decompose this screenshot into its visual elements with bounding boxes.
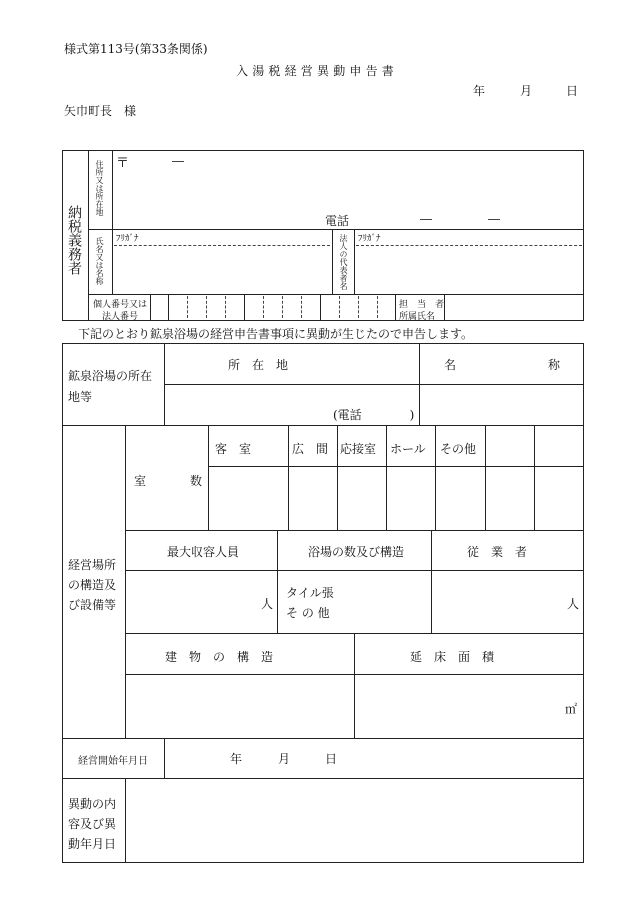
baths-header: 浴場の数及び構造	[308, 545, 405, 559]
id-digit-divider	[339, 296, 340, 318]
border-line	[431, 530, 432, 633]
id-digit-divider	[377, 296, 378, 318]
id-digit-divider	[206, 296, 207, 318]
change-label: 動年月日	[68, 837, 117, 851]
phone-dash: ―	[420, 212, 432, 226]
furigana-divider	[114, 245, 330, 246]
border-line	[62, 150, 584, 151]
start-date-label: 経営開始年月日	[78, 756, 148, 767]
name-label: 氏名又は名称	[95, 237, 104, 285]
id-digit-divider	[301, 296, 302, 318]
border-line	[435, 425, 436, 530]
spa-phone-label: (電話 )	[333, 408, 415, 422]
postal-dash: ―	[172, 154, 184, 168]
room-type-reception: 応接室	[340, 442, 377, 456]
phone-label: 電話	[325, 214, 350, 228]
start-month-label: 月	[278, 752, 291, 766]
id-digit-divider	[282, 296, 283, 318]
room-type-guest: 客 室	[215, 442, 252, 456]
facility-label: 経営場所	[68, 558, 117, 572]
person-unit: 人	[261, 597, 274, 611]
border-line	[62, 320, 584, 321]
taxpayer-section-label: 納税義務者	[66, 205, 82, 275]
border-line	[125, 530, 584, 531]
border-line	[150, 294, 151, 320]
border-line	[386, 425, 387, 530]
border-line	[164, 738, 165, 778]
id-number-label: 法人番号	[102, 312, 139, 322]
room-type-hall: 広 間	[292, 442, 329, 456]
border-line	[332, 229, 333, 294]
border-line	[88, 294, 584, 295]
furigana-label: ﾌﾘｶﾞﾅ	[116, 234, 139, 244]
border-line	[485, 425, 486, 530]
border-line	[62, 738, 584, 739]
border-line	[62, 778, 584, 779]
border-line	[62, 425, 584, 426]
rooms-label: 数	[190, 474, 203, 488]
date-day-label: 日	[566, 84, 579, 98]
address-header: 所 在 地	[228, 358, 289, 372]
other-structure-label: そ の 他	[286, 606, 330, 620]
id-number-label: 個人番号又は	[93, 300, 148, 310]
border-line	[354, 229, 355, 294]
border-line	[62, 862, 584, 863]
spa-location-label: 鉱泉浴場の所在	[68, 369, 153, 383]
border-line	[62, 343, 63, 863]
start-year-label: 年	[230, 752, 243, 766]
name-header: 称	[548, 358, 561, 372]
tile-label: タイル張	[286, 586, 334, 600]
form-number: 様式第113号(第33条関係)	[64, 42, 208, 56]
date-month-label: 月	[520, 84, 533, 98]
staff-label: 担 当 者	[399, 300, 445, 310]
area-unit: ㎡	[565, 702, 578, 716]
border-line	[62, 343, 584, 344]
room-type-large-hall: ホール	[390, 442, 426, 456]
border-line	[164, 384, 584, 385]
border-line	[88, 229, 584, 230]
border-line	[125, 570, 584, 571]
border-line	[125, 425, 126, 738]
building-header: 建 物 の 構 造	[165, 650, 274, 664]
facility-label: び設備等	[68, 598, 117, 612]
border-line	[208, 466, 584, 467]
id-digit-divider	[358, 296, 359, 318]
representative-label: 法人の代表者名	[339, 234, 348, 290]
phone-dash: ―	[488, 212, 500, 226]
border-line	[62, 150, 63, 320]
id-digit-divider	[187, 296, 188, 318]
border-line	[112, 150, 113, 295]
id-digit-divider	[225, 296, 226, 318]
rooms-label: 室	[134, 474, 147, 488]
border-line	[125, 778, 126, 863]
form-title: 入湯税経営異動申告書	[236, 64, 399, 78]
capacity-header: 最大収容人員	[167, 545, 240, 559]
employee-unit: 人	[567, 597, 580, 611]
border-line	[583, 343, 584, 863]
id-digit-divider	[244, 294, 245, 320]
room-type-other: その他	[440, 442, 477, 456]
change-label: 容及び異	[68, 817, 117, 831]
border-line	[444, 294, 445, 320]
border-line	[288, 425, 289, 530]
start-day-label: 日	[325, 752, 338, 766]
staff-label: 所属氏名	[399, 312, 436, 322]
facility-label: の構造及	[68, 578, 117, 592]
border-line	[354, 633, 355, 738]
border-line	[277, 530, 278, 633]
employees-header: 従 業 者	[467, 545, 528, 559]
address-label: 住所又は所在地	[95, 160, 104, 216]
furigana-label: ﾌﾘｶﾞﾅ	[358, 234, 381, 244]
postal-mark: 〒	[116, 156, 130, 171]
id-digit-divider	[320, 294, 321, 320]
change-label: 異動の内	[68, 797, 117, 811]
spa-location-label: 地等	[68, 390, 93, 404]
id-digit-divider	[263, 296, 264, 318]
border-line	[208, 425, 209, 530]
floor-area-header: 延 床 面 積	[410, 650, 495, 664]
name-header: 名	[444, 358, 457, 372]
border-line	[337, 425, 338, 530]
id-digit-divider	[168, 294, 169, 320]
date-year-label: 年	[473, 84, 486, 98]
border-line	[395, 294, 396, 320]
addressee: 矢巾町長 様	[64, 104, 137, 118]
border-line	[534, 425, 535, 530]
statement-text: 下記のとおり鉱泉浴場の経営申告書事項に異動が生じたので申告します。	[78, 327, 474, 341]
furigana-divider	[356, 245, 582, 246]
